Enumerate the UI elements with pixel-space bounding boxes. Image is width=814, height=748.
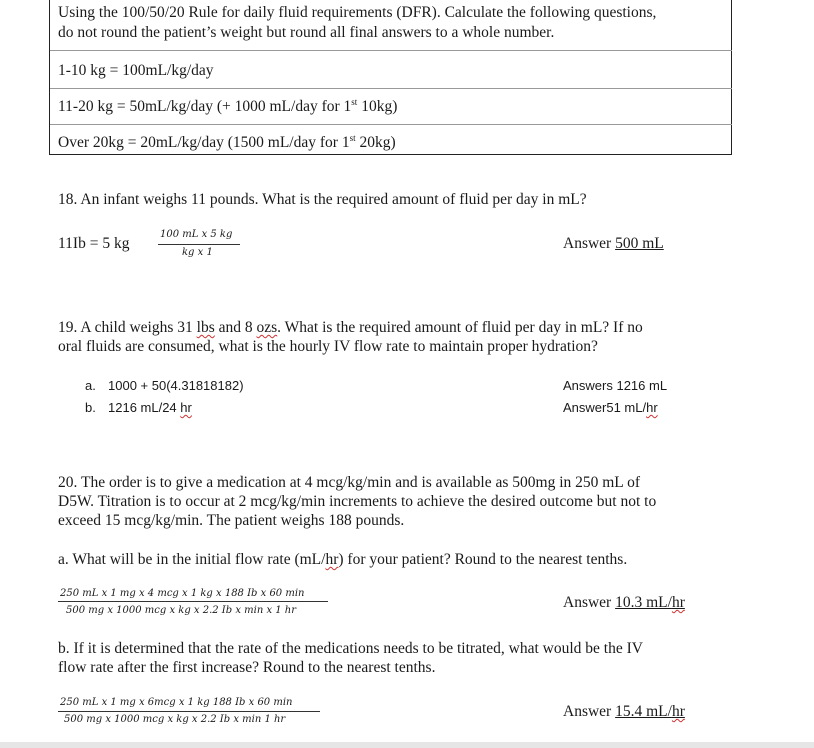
q20-answer-a-value: 10.3 mL/hr bbox=[615, 594, 685, 611]
question-20-line-2: D5W. Titration is to occur at 2 mcg/kg/min increments to achieve the desired outcome but not to bbox=[58, 493, 657, 510]
rule-1-10kg: 1-10 kg = 100mL/kg/day bbox=[58, 62, 214, 79]
q19-answer-a: Answers 1216 mL bbox=[563, 378, 668, 393]
q18-conversion: 11Ib = 5 kg bbox=[58, 235, 130, 252]
q20-calc-a-denominator: 500 mg x 1000 mcg x kg x 2.2 Ib x min x 1 hr bbox=[66, 605, 297, 616]
q20-part-b-line-1: b. If it is determined that the rate of the medications needs to be titrated, what would be the IV bbox=[58, 640, 643, 657]
q20-answer-a: Answer 10.3 mL/hr bbox=[563, 594, 685, 611]
q20-calc-b-numerator: 250 mL x 1 mg x 6mcg x 1 kg 188 Ib x 60 min bbox=[60, 697, 293, 708]
q20-part-b-line-2: flow rate after the first increase? Round to the nearest tenths. bbox=[58, 659, 436, 676]
rule-11-20kg: 11-20 kg = 50mL/kg/day (+ 1000 mL/day for 1st 10kg) bbox=[58, 97, 398, 116]
q18-fraction-denominator: kg x 1 bbox=[182, 247, 213, 258]
q19-item-b-marker: b. bbox=[85, 400, 96, 415]
q18-fraction-line bbox=[158, 244, 240, 245]
q18-answer: Answer 500 mL bbox=[563, 235, 664, 252]
q20-answer-b: Answer 15.4 mL/hr bbox=[563, 703, 685, 720]
q19-item-a-marker: a. bbox=[85, 378, 96, 393]
intro-line-1: Using the 100/50/20 Rule for daily fluid requirements (DFR). Calculate the following questions, bbox=[58, 4, 657, 21]
intro-line-2: do not round the patient’s weight but round all final answers to a whole number. bbox=[58, 24, 555, 41]
rule-divider bbox=[50, 50, 732, 51]
question-19-line-2: oral fluids are consumed, what is the hourly IV flow rate to maintain proper hydration? bbox=[58, 338, 598, 355]
q19-item-b-text: 1216 mL/24 hr bbox=[108, 400, 192, 415]
q20-calc-a-numerator: 250 mL x 1 mg x 4 mcg x 1 kg x 188 Ib x 60 min bbox=[60, 588, 305, 599]
q19-item-a-text: 1000 + 50(4.31818182) bbox=[108, 378, 244, 393]
rule-over-20kg: Over 20kg = 20mL/kg/day (1500 mL/day for 1st 20kg) bbox=[58, 133, 396, 152]
question-18: 18. An infant weighs 11 pounds. What is the required amount of fluid per day in mL? bbox=[58, 191, 587, 208]
q20-part-a: a. What will be in the initial flow rate (mL/hr) for your patient? Round to the nearest tenths. bbox=[58, 551, 628, 568]
q20-calc-b-denominator: 500 mg x 1000 mcg x kg x 2.2 Ib x min 1 hr bbox=[64, 714, 286, 725]
question-20-line-3: exceed 15 mcg/kg/min. The patient weighs 188 pounds. bbox=[58, 512, 405, 529]
question-19-line-1: 19. A child weighs 31 lbs and 8 ozs. What is the required amount of fluid per day in mL? If no bbox=[58, 319, 643, 336]
page-bottom-edge bbox=[0, 742, 814, 748]
q20-answer-b-value: 15.4 mL/hr bbox=[615, 703, 685, 720]
q18-fraction-numerator: 100 mL x 5 kg bbox=[160, 229, 233, 240]
rule-divider bbox=[50, 124, 732, 125]
rule-divider bbox=[50, 88, 732, 89]
question-20-line-1: 20. The order is to give a medication at 4 mcg/kg/min and is available as 500mg in 250 mL of bbox=[58, 474, 640, 491]
q20-calc-b-line bbox=[58, 711, 320, 712]
q19-answer-b: Answer51 mL/hr bbox=[563, 400, 658, 415]
q20-calc-a-line bbox=[58, 601, 328, 602]
q18-answer-value: 500 mL bbox=[615, 235, 664, 252]
